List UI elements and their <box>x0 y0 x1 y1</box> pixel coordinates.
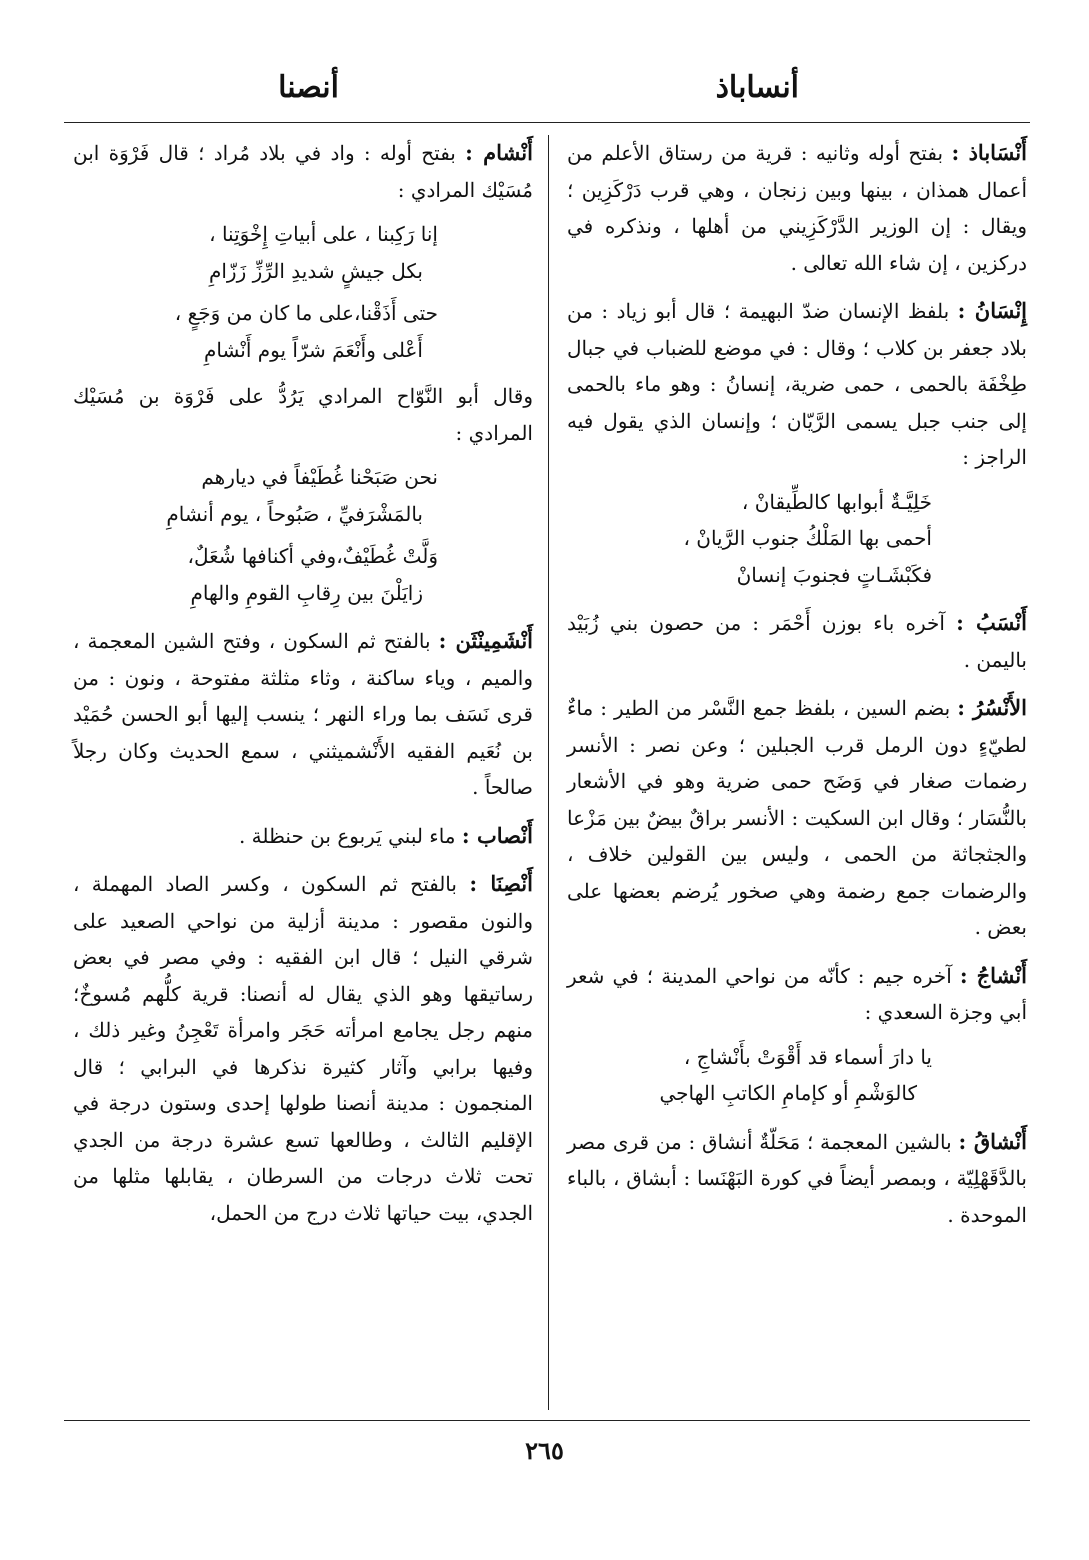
column-divider <box>548 135 549 1410</box>
entry-text <box>567 293 1027 476</box>
entry-anshaq <box>567 1124 1027 1234</box>
entry-body: آخره باء بوزن أَحْمَر : من حصون بني زُبَيْد باليمن . <box>567 611 1027 672</box>
entry-body: بالشين المعجمة ؛ مَحَلّةٌ أنشاق : من قرى مصر بالدَّقَهْلِيّة ، وبمصر أيضاً في كورة البَهْنَسا : أبشاق ، بالباء الموحدة . <box>567 1129 1027 1227</box>
entry-ansab <box>567 605 1027 678</box>
entry-text <box>567 958 1027 1031</box>
entry-body: بضم السين ، بلفظ جمع النَّسْر من الطير : ماءٌ لطيّءٍ دون الرمل قرب الجبلين ؛ وعن نصر : الأنسر رضمات صغار في وَضَح حمى ضرية وهو في الأشعار بالنُّسَار ؛ وقال ابن السكيت : الأنسر براقٌ بيضٌ بين مَزْعا والجثجاثة من الحمى ، وليس بين القولين خلاف ، والرضمات جمع رضمة وهي صخور يُرضم بعضها على بعض . <box>567 696 1027 939</box>
entry-ansham <box>73 135 533 611</box>
verse-couplet <box>73 295 438 368</box>
verse-block <box>73 216 533 368</box>
headword: أَنْشاقُ : <box>958 1128 1027 1154</box>
verse-couplet <box>73 538 438 611</box>
entry-ansabadh <box>567 135 1027 281</box>
headword: أَنْشاجُ : <box>959 962 1027 988</box>
verse-couplet <box>73 459 438 532</box>
verse-line: أحمى بها المَلْكُ جنوب الرَّيانْ ، <box>683 526 932 550</box>
headword: أَنْشام : <box>465 140 533 165</box>
verse-couplet <box>73 216 438 289</box>
entry-text <box>567 1124 1027 1234</box>
entry-al-ansur <box>567 690 1027 946</box>
entry-body: بلفظ الإنسان ضدّ البهيمة ؛ قال أبو زياد : من بلاد جعفر بن كلاب ؛ وقال : في موضع للضباب في جبال طِخْفَة بالحمى ، حمى ضرية، إنسانُ : وهو ماء بالحمى إلى جنب جبل يسمى الرَّيّان ؛ وإنسان الذي يقول فيه الراجز : <box>567 299 1027 469</box>
entry-body: آخره جيم : كأنّه من نواحي المدينة ؛ في شعر أبي وجزة السعدي : <box>567 963 1027 1024</box>
headword: الأَنْسُرُ : <box>957 695 1027 720</box>
entry-body: بالفتح ثم السكون ، وكسر الصاد المهملة ، والنون مقصور : مدينة أزلية من نواحي الصعيد على شرقي النيل ؛ قال ابن الفقيه : وفي مصر في بعض رساتيقها وهو الذي يقال له أنصنا: قرية كلُّهم مُسوخٌ؛ منهم رجل يجامع امرأته حَجَر وامرأة تَعْجِنُ وغير ذلك ، وفيها برابي وآثار كثيرة نذكرها في البرابي ؛ قال المنجمون : مدينة أنصنا طولها إحدى وستون درجة في الإقليم الثالث ، وطالعها تسع عشرة درجة من الجدي تحت ثلاث درجات من السرطان ، يقابلها مثلها من الجدي، بيت حياتها ثلاث درج من الحمل، <box>73 872 533 1225</box>
entry-text <box>73 866 533 1231</box>
entry-ansab-water <box>73 818 533 855</box>
right-column <box>567 135 1027 1245</box>
verse-line: زايَلْنَ بين رِقابِ القومِ والهامِ <box>190 580 423 605</box>
verse-line: إنا رَكِبنا ، على أبياتِ إِخْوَتِنا ، <box>209 222 438 246</box>
entry-insan <box>567 293 1027 593</box>
entry-body: بفتح أوله وثانيه : قرية من رستاق الأعلم من أعمال همذان ، بينها وبين زنجان ، وهي قرب دَرْكَزِين ؛ ويقال : إن الوزير الدَّرْكَزِيني من أهلها ، ونذكره في دركزين ، إن شاء الله تعالى . <box>567 141 1027 275</box>
verse-line: بالمَشْرَفيِّ ، صَبُوحاً ، يوم أنشامِ <box>166 501 423 526</box>
entry-body-continued: وقال أبو النَّوّاح المرادي يَرُدُّ على فَرْوَة بن مُسَيْك المرادي : <box>73 384 533 445</box>
left-column <box>73 135 533 1243</box>
verse-block <box>73 459 533 611</box>
running-head-left: أنصنا <box>278 70 339 105</box>
verse-line: وَلَّتْ غُطَيْفٌ،وفي أكنافها شُعَلٌ، <box>187 544 438 568</box>
verse-line: نحن صَبَحْنا غُطَيْفاً في ديارهم <box>201 465 438 489</box>
running-head-right: أنساباذ <box>715 70 799 105</box>
verse-line: كالوَشْمِ أو كإمامِ الكاتبِ الهاجي <box>659 1081 917 1105</box>
page-number: ٢٦٥ <box>525 1436 564 1465</box>
verse-line: بكل جيشٍ شديدِ الرِّزِّ زَزّامِ <box>208 258 423 283</box>
entry-anshaj <box>567 958 1027 1112</box>
entry-body: ماء لبني يَربوع بن حنظلة . <box>238 823 456 848</box>
entry-anshamithan <box>73 623 533 806</box>
verse-line: حتى أَذَقْنا،على ما كان من وَجَعٍ ، <box>174 301 438 325</box>
verse-line: يا دارَ أسماء قد أَقْوَتْ بأَنْشاجِ ، <box>683 1044 932 1069</box>
verse-line: أَعْلى وأَنْعَمَ شرّاً يوم أَنْشامِ <box>203 337 423 362</box>
verse-block <box>567 484 1027 594</box>
entry-body: بفتح أوله : واد في بلاد مُراد ؛ قال فَرْوَة ابن مُسَيْك المرادي : <box>73 141 533 202</box>
entry-ansina <box>73 866 533 1231</box>
entry-text <box>567 135 1027 281</box>
entry-text <box>73 623 533 806</box>
entry-text <box>567 605 1027 678</box>
verse-line: فكَبْشَـاتٍ فجنوبَ إنسانْ <box>736 562 932 587</box>
verse-block <box>567 1039 1027 1112</box>
headword: إِنْسَانُ : <box>957 298 1028 323</box>
entry-body: بالفتح ثم السكون ، وفتح الشين المعجمة ، والميم ، وياء ساكنة ، وثاء مثلثة مفتوحة ، ونون : من قرى نَسَف بما وراء النهر ؛ ينسب إليها أبو الحسن حُمَيْد بن نُعَيم الفقيه الأَنْشميثني ، سمع الحديث وكان رجلاً صالحاً . <box>73 629 533 799</box>
headword: أَنْسَبُ : <box>956 610 1027 635</box>
entry-text <box>73 135 533 208</box>
headword: أَنْشَمِينْثَن : <box>438 628 533 653</box>
entry-text <box>567 690 1027 946</box>
headword: أَنْصِنَا : <box>469 871 533 896</box>
headword: أَنْسَاباذ : <box>951 140 1027 165</box>
entry-text <box>73 818 533 855</box>
bottom-rule <box>64 1420 1030 1421</box>
verse-line: خَلِيَّـةٌ أبوابها كالطِّيقانْ ، <box>741 489 932 514</box>
top-rule <box>64 122 1030 123</box>
headword: أَنْصاب : <box>461 822 533 848</box>
